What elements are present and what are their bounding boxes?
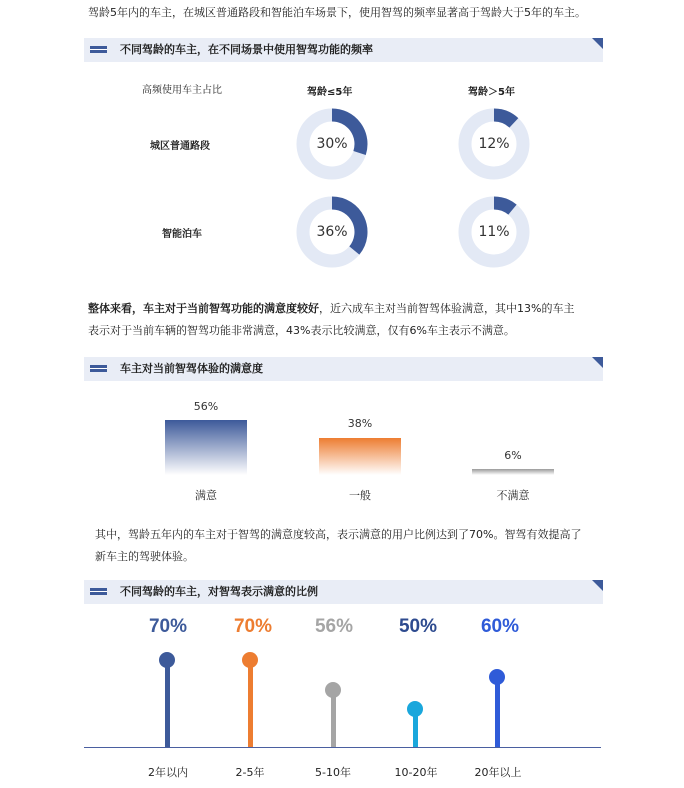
corner-triangle-icon xyxy=(592,357,603,368)
bar-satisfied xyxy=(165,420,247,475)
row-label-parking: 智能泊车 xyxy=(162,229,202,240)
donut-city-gt5-value: 12% xyxy=(478,136,510,152)
corner-triangle-icon xyxy=(592,38,603,49)
intro-paragraph xyxy=(88,2,586,24)
lollipop-label-5to10: 5-10年 xyxy=(315,766,351,779)
lollipop-label-gt20: 20年以上 xyxy=(474,766,522,779)
donut-parking-gt5-value: 11% xyxy=(478,224,510,240)
section-title: 不同驾龄的车主，在不同场景中使用智驾功能的频率 xyxy=(120,43,373,56)
detail-line-2: 新车主的驾驶体验。 xyxy=(95,550,194,563)
bar-value-unsatisfied: 6% xyxy=(504,449,522,462)
section-marker-icon xyxy=(90,365,107,372)
section-marker-icon xyxy=(90,588,107,595)
lollipop-value-10to20: 50% xyxy=(398,616,438,637)
lollipop-stem-2to5 xyxy=(248,662,253,747)
lollipop-stem-lt2 xyxy=(165,662,170,747)
bar-neutral xyxy=(319,438,401,475)
lollipop-value-lt2: 70% xyxy=(148,616,188,637)
donut-city-le5-value: 30% xyxy=(316,136,348,152)
bar-unsatisfied xyxy=(472,469,554,475)
bar-value-satisfied: 56% xyxy=(193,400,219,413)
lollipop-dot-5to10 xyxy=(325,682,341,698)
lollipop-dot-2to5 xyxy=(242,652,258,668)
summary-bold: 整体来看，车主对于当前智驾功能的满意度较好 xyxy=(88,302,319,315)
summary-line-1 xyxy=(88,298,574,320)
section-header-satisfaction xyxy=(84,357,603,381)
lollipop-baseline xyxy=(84,747,601,748)
donut-parking-le5-value: 36% xyxy=(316,224,348,240)
lollipop-stem-gt20 xyxy=(495,679,500,747)
bar-value-neutral: 38% xyxy=(347,417,373,430)
row-label-city: 城区普通路段 xyxy=(150,141,210,152)
section-header-frequency xyxy=(84,38,603,62)
col-header-le5: 驾龄≤5年 xyxy=(307,87,353,98)
summary-rest: ，近六成车主对当前智驾体验满意，其中13%的车主 xyxy=(319,302,575,315)
section-header-age-satisfaction xyxy=(84,580,603,604)
row-header-label: 高频使用车主占比 xyxy=(142,85,222,96)
lollipop-label-lt2: 2年以内 xyxy=(148,766,188,779)
lollipop-value-gt20: 60% xyxy=(480,616,520,637)
lollipop-dot-lt2 xyxy=(159,652,175,668)
bar-label-unsatisfied: 不满意 xyxy=(496,489,530,502)
lollipop-value-5to10: 56% xyxy=(314,616,354,637)
lollipop-dot-gt20 xyxy=(489,669,505,685)
detail-paragraph xyxy=(95,524,581,568)
section-marker-icon xyxy=(90,46,107,53)
detail-line-1: 其中，驾龄五年内的车主对于智驾的满意度较高，表示满意的用户比例达到了70%。智驾有效提高了 xyxy=(95,528,582,541)
lollipop-label-10to20: 10-20年 xyxy=(394,766,438,779)
section-title: 不同驾龄的车主，对智驾表示满意的比例 xyxy=(120,585,318,598)
lollipop-dot-10to20 xyxy=(407,701,423,717)
summary-paragraph xyxy=(88,298,574,342)
bar-label-neutral: 一般 xyxy=(349,489,371,502)
corner-triangle-icon xyxy=(592,580,603,591)
lollipop-stem-5to10 xyxy=(331,692,336,747)
section-title: 车主对当前智驾体验的满意度 xyxy=(120,362,263,375)
summary-line-2: 表示对于当前车辆的智驾功能非常满意，43%表示比较满意，仅有6%车主表示不满意。 xyxy=(88,324,515,337)
lollipop-value-2to5: 70% xyxy=(233,616,273,637)
intro-text: 驾龄5年内的车主，在城区普通路段和智能泊车场景下，使用智驾的频率显著高于驾龄大于5年的车主。 xyxy=(88,6,586,19)
col-header-gt5: 驾龄＞5年 xyxy=(468,87,515,98)
lollipop-label-2to5: 2-5年 xyxy=(235,766,265,779)
bar-label-satisfied: 满意 xyxy=(195,489,217,502)
